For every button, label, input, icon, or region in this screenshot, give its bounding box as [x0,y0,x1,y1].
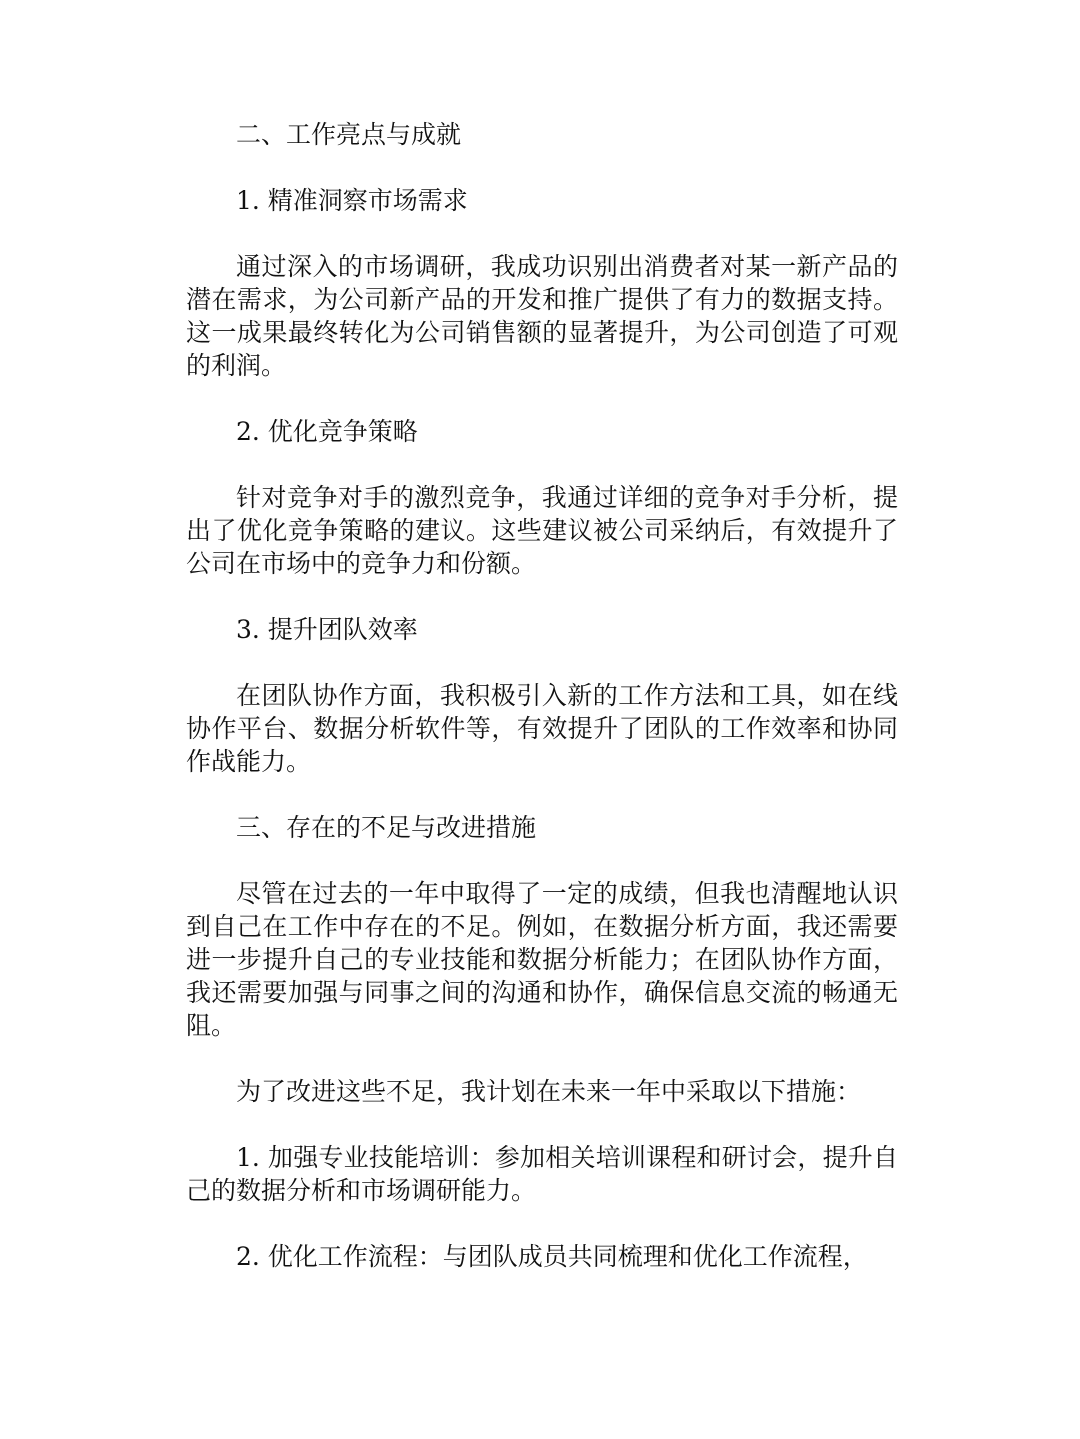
paragraph-competition-strategy: 针对竞争对手的激烈竞争，我通过详细的竞争对手分析，提出了优化竞争策略的建议。这些建议被公司采纳后，有效提升了公司在市场中的竞争力和份额。 [186,483,898,578]
paragraph-shortcomings: 尽管在过去的一年中取得了一定的成绩，但我也清醒地认识到自己在工作中存在的不足。例如，在数据分析方面，我还需要进一步提升自己的专业技能和数据分析能力；在团队协作方面，我还需要加强与同事之间的沟通和协作，确保信息交流的畅通无阻。 [186,879,898,1040]
paragraph-team-efficiency: 在团队协作方面，我积极引入新的工作方法和工具，如在线协作平台、数据分析软件等，有效提升了团队的工作效率和协同作战能力。 [186,681,898,776]
document-body [186,118,898,1306]
section-heading-shortcomings: 三、存在的不足与改进措施 [236,813,537,842]
paragraph-improvement-intro: 为了改进这些不足，我计划在未来一年中采取以下措施： [236,1077,862,1106]
subheading-market-insight: 1. 精准洞察市场需求 [236,186,468,215]
subheading-team-efficiency: 3. 提升团队效率 [236,615,418,644]
subheading-competition-strategy: 2. 优化竞争策略 [236,417,418,446]
paragraph-market-insight: 通过深入的市场调研，我成功识别出消费者对某一新产品的潜在需求，为公司新产品的开发和推广提供了有力的数据支持。这一成果最终转化为公司销售额的显著提升，为公司创造了可观的利润。 [186,252,898,380]
list-item-workflow-optimization: 2. 优化工作流程：与团队成员共同梳理和优化工作流程， [236,1242,868,1271]
section-heading-highlights: 二、工作亮点与成就 [236,120,462,149]
list-item-skill-training: 1. 加强专业技能培训：参加相关培训课程和研讨会，提升自己的数据分析和市场调研能力。 [186,1143,898,1205]
